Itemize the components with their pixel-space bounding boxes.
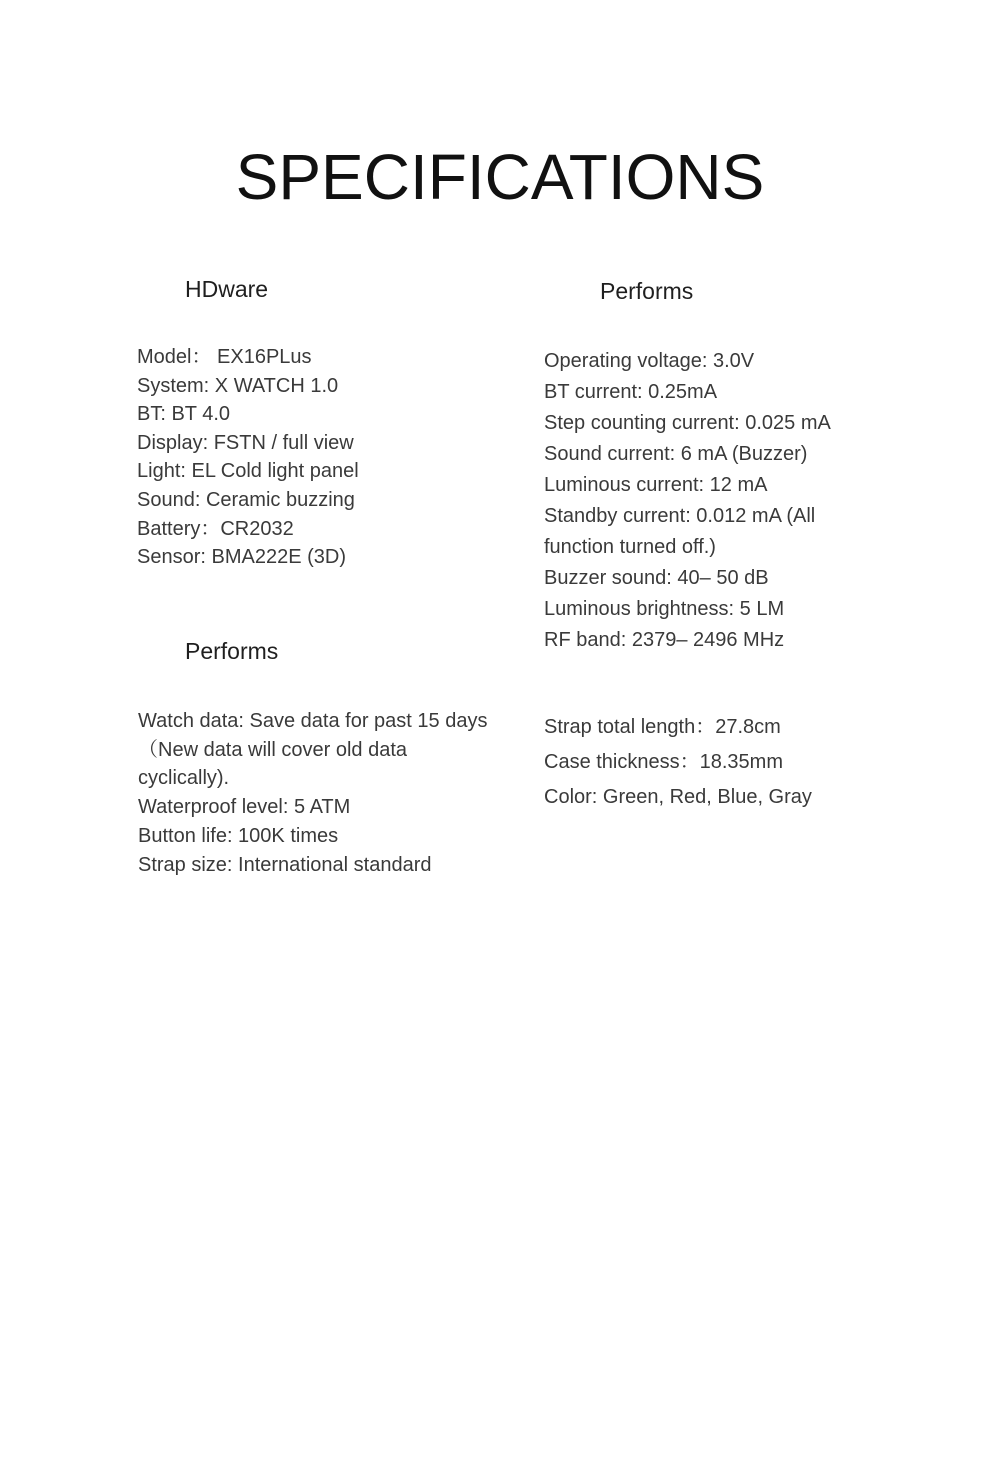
- performs-heading-left: Performs: [185, 638, 279, 664]
- spec-strap-size: Strap size: International standard: [138, 853, 432, 876]
- spec-bt-current: BT current: 0.25mA: [544, 381, 718, 403]
- spec-rf-band: RF band: 2379– 2496 MHz: [544, 629, 785, 651]
- spec-step-counting-current: Step counting current: 0.025 mA: [544, 412, 831, 434]
- spec-strap-total-length: Strap total length：27.8cm: [544, 716, 781, 738]
- spec-sound: Sound: Ceramic buzzing: [137, 488, 355, 511]
- performs-heading-right: Performs: [600, 278, 694, 304]
- spec-case-thickness: Case thickness：18.35mm: [544, 751, 783, 773]
- spec-waterproof-level: Waterproof level: 5 ATM: [138, 796, 351, 819]
- spec-luminous-brightness: Luminous brightness: 5 LM: [544, 598, 785, 620]
- spec-button-life: Button life: 100K times: [138, 824, 339, 847]
- spec-bt: BT: BT 4.0: [137, 403, 231, 426]
- spec-display: Display: FSTN / full view: [137, 431, 354, 454]
- spec-system: System: X WATCH 1.0: [137, 374, 339, 397]
- spec-light: Light: EL Cold light panel: [137, 460, 359, 483]
- spec-color: Color: Green, Red, Blue, Gray: [544, 786, 812, 808]
- spec-operating-voltage: Operating voltage: 3.0V: [544, 350, 755, 372]
- spec-buzzer-sound: Buzzer sound: 40– 50 dB: [544, 567, 769, 589]
- spec-standby-current: Standby current: 0.012 mA (All function turned off.): [544, 505, 816, 558]
- hardware-heading: HDware: [185, 276, 269, 302]
- spec-battery: Battery：CR2032: [137, 517, 294, 540]
- page-title: SPECIFICATIONS: [235, 140, 765, 213]
- hardware-spec-list: [137, 343, 497, 572]
- performs-spec-list-right: [544, 346, 884, 656]
- performs-spec-list-left: [138, 707, 498, 879]
- spec-sound-current: Sound current: 6 mA (Buzzer): [544, 443, 808, 465]
- spec-watch-data: Watch data: Save data for past 15 days（New data will cover old data cyclically).: [138, 710, 488, 790]
- spec-sensor: Sensor: BMA222E (3D): [137, 546, 346, 569]
- spec-luminous-current: Luminous current: 12 mA: [544, 474, 768, 496]
- physical-spec-list: [544, 710, 884, 815]
- spec-model: Model： EX16PLus: [137, 346, 312, 368]
